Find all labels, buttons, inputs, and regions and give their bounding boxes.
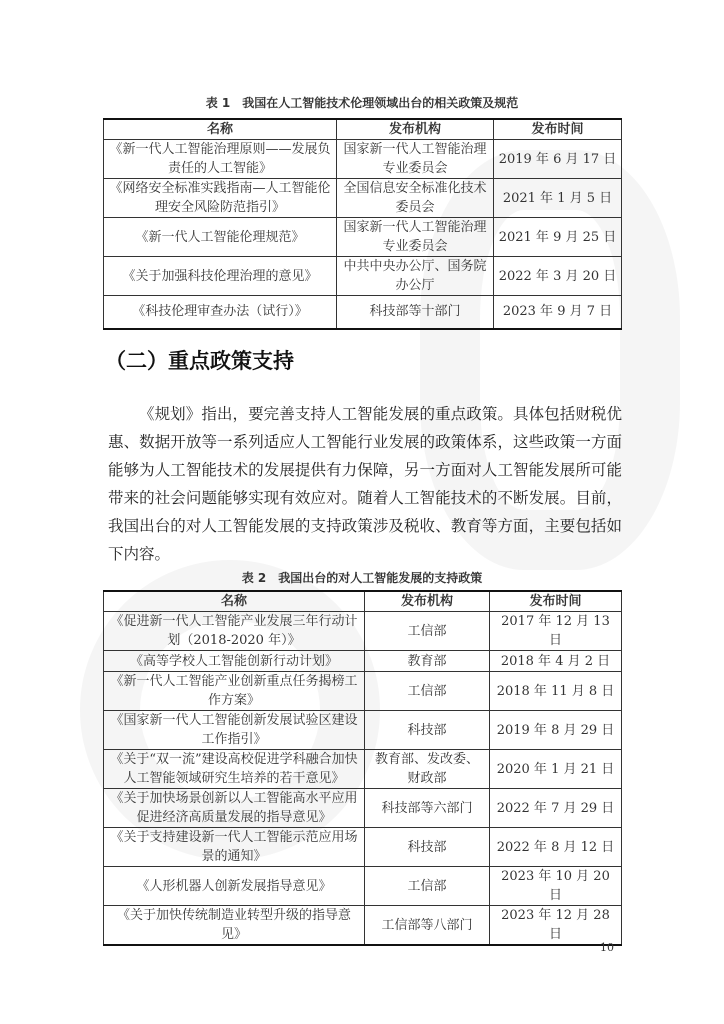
issuer-cell: 工信部等八部门	[365, 906, 490, 946]
issuer-cell: 工信部	[365, 612, 490, 651]
policy-name-cell: 《关于“双一流”建设高校促进学科融合加快人工智能领域研究生培养的若干意见》	[104, 750, 365, 789]
section-heading: （二）重点政策支持	[105, 349, 294, 373]
table-row	[104, 140, 622, 179]
column-header: 名称	[104, 591, 365, 612]
policy-name-cell: 《网络安全标准实践指南—人工智能伦理安全风险防范指引》	[104, 179, 337, 218]
table-row	[104, 218, 622, 257]
issuer-cell: 全国信息安全标准化技术委员会	[337, 179, 494, 218]
issuer-cell: 工信部	[365, 672, 490, 711]
date-cell: 2023 年 10 月 20 日	[490, 867, 622, 906]
issuer-cell: 教育部、发改委、财政部	[365, 750, 490, 789]
table-row	[104, 179, 622, 218]
issuer-cell: 中共中央办公厅、国务院办公厅	[337, 257, 494, 296]
issuer-cell: 科技部	[365, 711, 490, 750]
policy-name-cell: 《高等学校人工智能创新行动计划》	[104, 651, 365, 672]
table-row	[104, 711, 622, 750]
policy-name-cell: 《科技伦理审查办法（试行）》	[104, 296, 337, 329]
table-row	[104, 789, 622, 828]
policy-name-cell: 《新一代人工智能伦理规范》	[104, 218, 337, 257]
table2	[103, 590, 622, 946]
table-row	[104, 651, 622, 672]
policy-name-cell: 《人形机器人创新发展指导意见》	[104, 867, 365, 906]
date-cell: 2023 年 12 月 28 日	[490, 906, 622, 946]
table-row	[104, 750, 622, 789]
column-header: 发布机构	[337, 119, 494, 140]
column-header: 发布时间	[494, 119, 622, 140]
table-row	[104, 296, 622, 329]
table-row	[104, 867, 622, 906]
policy-name-cell: 《关于支持建设新一代人工智能示范应用场景的通知》	[104, 828, 365, 867]
table-row	[104, 672, 622, 711]
date-cell: 2018 年 4 月 2 日	[490, 651, 622, 672]
table2-caption: 表 2 我国出台的对人工智能发展的支持政策	[241, 571, 483, 585]
table-row	[104, 828, 622, 867]
policy-name-cell: 《关于加快传统制造业转型升级的指导意见》	[104, 906, 365, 946]
policy-name-cell: 《国家新一代人工智能创新发展试验区建设工作指引》	[104, 711, 365, 750]
table-row	[104, 257, 622, 296]
issuer-cell: 国家新一代人工智能治理专业委员会	[337, 140, 494, 179]
date-cell: 2022 年 8 月 12 日	[490, 828, 622, 867]
policy-name-cell: 《关于加快场景创新以人工智能高水平应用促进经济高质量发展的指导意见》	[104, 789, 365, 828]
issuer-cell: 国家新一代人工智能治理专业委员会	[337, 218, 494, 257]
policy-name-cell: 《新一代人工智能产业创新重点任务揭榜工作方案》	[104, 672, 365, 711]
date-cell: 2021 年 1 月 5 日	[494, 179, 622, 218]
date-cell: 2018 年 11 月 8 日	[490, 672, 622, 711]
date-cell: 2023 年 9 月 7 日	[494, 296, 622, 329]
column-header: 发布机构	[365, 591, 490, 612]
page-number: 10	[600, 941, 614, 954]
table1-caption: 表 1 我国在人工智能技术伦理领域出台的相关政策及规范	[205, 96, 519, 110]
date-cell: 2020 年 1 月 21 日	[490, 750, 622, 789]
date-cell: 2017 年 12 月 13 日	[490, 612, 622, 651]
issuer-cell: 科技部	[365, 828, 490, 867]
date-cell: 2022 年 7 月 29 日	[490, 789, 622, 828]
body-paragraph: 《规划》指出，要完善支持人工智能发展的重点政策。具体包括财税优惠、数据开放等一系列适应人工智能行业发展的政策体系，这些政策一方面能够为人工智能技术的发展提供有力保障，另一方面对人工智能发展所可能带来的社会问题能够实现有效应对。随着人工智能技术的不断发展。目前，我国出台的对人工智能发展的支持政策涉及税收、教育等方面，主要包括如下内容。	[108, 405, 622, 563]
table1	[103, 118, 622, 330]
table-row	[104, 612, 622, 651]
policy-name-cell: 《新一代人工智能治理原则——发展负责任的人工智能》	[104, 140, 337, 179]
policy-name-cell: 《促进新一代人工智能产业发展三年行动计划（2018-2020 年）》	[104, 612, 365, 651]
issuer-cell: 教育部	[365, 651, 490, 672]
column-header: 名称	[104, 119, 337, 140]
column-header: 发布时间	[490, 591, 622, 612]
issuer-cell: 科技部等六部门	[365, 789, 490, 828]
date-cell: 2022 年 3 月 20 日	[494, 257, 622, 296]
table-row	[104, 906, 622, 946]
issuer-cell: 科技部等十部门	[337, 296, 494, 329]
date-cell: 2021 年 9 月 25 日	[494, 218, 622, 257]
date-cell: 2019 年 8 月 29 日	[490, 711, 622, 750]
date-cell: 2019 年 6 月 17 日	[494, 140, 622, 179]
issuer-cell: 工信部	[365, 867, 490, 906]
policy-name-cell: 《关于加强科技伦理治理的意见》	[104, 257, 337, 296]
